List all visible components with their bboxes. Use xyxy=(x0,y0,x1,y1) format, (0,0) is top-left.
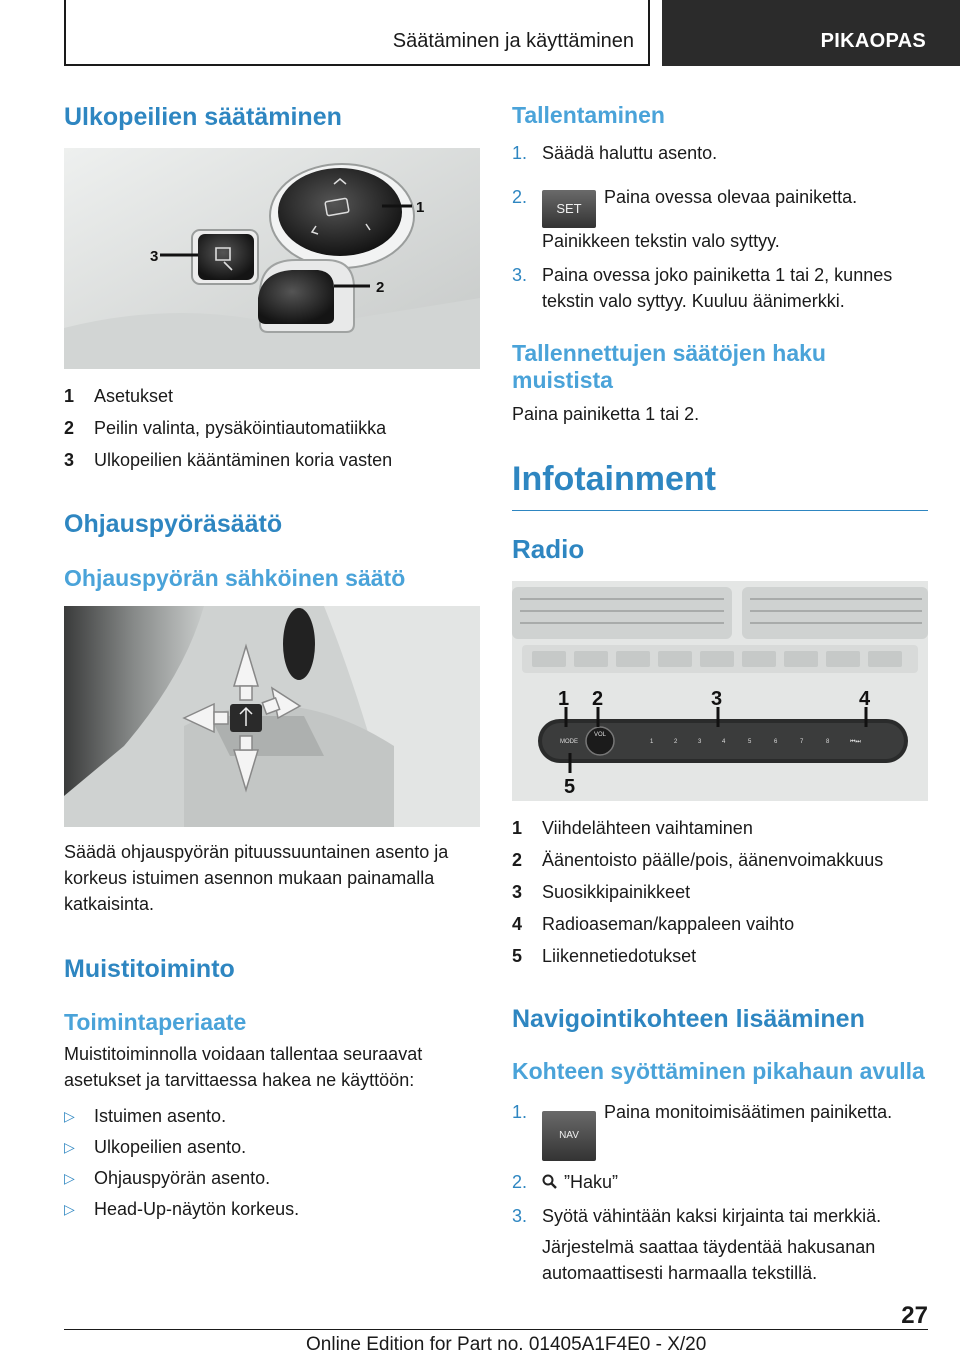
mirror-legend xyxy=(64,380,480,476)
list-item: ▷ Head-Up-näytön korkeus. xyxy=(64,1194,480,1225)
steering-description: Säädä ohjauspyörän pituussuuntainen asento ja korkeus istuimen asennon mukaan painamalla katkaisinta. xyxy=(64,842,449,915)
step-item: 1. NAVPaina monitoimisäätimen painiketta. xyxy=(512,1099,928,1161)
legend-item: 5 Liikennetiedotukset xyxy=(512,946,697,967)
header-tab xyxy=(662,0,960,66)
legend-item: 2 Peilin valinta, pysäköintiautomatiikka xyxy=(64,417,387,438)
radio-preset-label: 7 xyxy=(800,739,804,746)
legend-item: 3 Suosikkipainikkeet xyxy=(512,882,691,903)
bullet-triangle-icon: ▷ xyxy=(64,1138,75,1155)
bullet-triangle-icon: ▷ xyxy=(64,1107,75,1124)
legend-item: 1 Viihdelähteen vaihtaminen xyxy=(512,818,753,839)
memory-description: Muistitoiminnolla voidaan tallentaa seuraavat asetukset ja tarvittaessa hakea ne käyttöön: xyxy=(64,1043,423,1090)
mirror-callout-1: 1 xyxy=(416,198,425,216)
step-item: 3. Syötä vähintään kaksi kirjainta tai merkkiä. xyxy=(512,1206,882,1227)
set-button-image: SET xyxy=(542,190,596,228)
mirror-callout-3: 3 xyxy=(150,247,159,265)
radio-preset-label: 4 xyxy=(722,739,726,746)
search-icon xyxy=(542,1169,564,1195)
nav-subheading: Kohteen syöttäminen pikahaun avulla xyxy=(512,1057,925,1084)
infotainment-heading: Infotainment xyxy=(512,459,716,498)
mirror-controls-figure xyxy=(64,148,480,369)
radio-panel-illustration xyxy=(512,581,928,801)
legend-item: 3 Ulkopeilien kääntäminen koria vasten xyxy=(64,449,393,470)
radio-preset-label: 1 xyxy=(650,739,654,746)
legend-item: 2 Äänentoisto päälle/pois, äänenvoimakkuus xyxy=(512,850,884,871)
save-steps xyxy=(512,140,928,314)
mirror-callout-2: 2 xyxy=(376,278,385,296)
page-number: 27 xyxy=(901,1302,928,1329)
step-item: 2. SETPaina ovessa olevaa painiketta. Painikkeen tekstin valo syttyy. xyxy=(512,186,858,251)
nav-heading: Navigointikohteen lisääminen xyxy=(512,1005,865,1034)
radio-label-vol: VOL xyxy=(594,732,607,739)
radio-preset-label: 6 xyxy=(774,739,778,746)
recall-description: Paina painiketta 1 tai 2. xyxy=(512,403,700,424)
radio-skip-icon: ⏮⏭ xyxy=(850,739,861,746)
steering-heading: Ohjauspyöräsäätö xyxy=(64,509,283,538)
left-column xyxy=(64,100,480,1225)
footer-edition: Online Edition for Part no. 01405A1F4E0 - X/20 xyxy=(306,1334,707,1355)
radio-callout-4: 4 xyxy=(859,688,871,711)
radio-panel-figure xyxy=(512,581,928,801)
legend-item: 1 Asetukset xyxy=(64,385,174,406)
section-rule xyxy=(512,510,928,512)
radio-callout-3: 3 xyxy=(711,688,723,711)
save-heading: Tallentaminen xyxy=(512,102,665,128)
radio-callout-2: 2 xyxy=(592,688,604,711)
nav-steps xyxy=(512,1099,928,1229)
radio-preset-label: 5 xyxy=(748,739,752,746)
header-section-box xyxy=(64,0,650,66)
step-item: 2. ”Haku” xyxy=(512,1169,928,1195)
radio-preset-label: 3 xyxy=(698,739,702,746)
header-section-title: Säätäminen ja käyttäminen xyxy=(392,30,634,52)
list-item: ▷ Istuimen asento. xyxy=(64,1101,480,1132)
step-item: 3. Paina ovessa joko painiketta 1 tai 2, kunnes tekstin valo syttyy. Kuuluu äänimerkki. xyxy=(512,264,893,311)
list-item: ▷ Ohjauspyörän asento. xyxy=(64,1163,480,1194)
radio-callout-1: 1 xyxy=(558,688,570,711)
footer-rule xyxy=(64,1329,928,1330)
mirror-controls-illustration xyxy=(64,148,480,369)
memory-subheading: Toimintaperiaate xyxy=(64,1009,247,1036)
nav-button-image: NAV xyxy=(542,1111,596,1161)
radio-callout-5: 5 xyxy=(564,776,576,799)
radio-preset-label: 2 xyxy=(674,739,678,746)
header-tab-label: PIKAOPAS xyxy=(820,30,926,52)
list-item: ▷ Ulkopeilien asento. xyxy=(64,1132,480,1163)
legend-item: 4 Radioaseman/kappaleen vaihto xyxy=(512,914,795,935)
bullet-triangle-icon: ▷ xyxy=(64,1200,75,1217)
radio-heading: Radio xyxy=(512,534,585,565)
bullet-triangle-icon: ▷ xyxy=(64,1169,75,1186)
page-header xyxy=(64,0,960,66)
steering-switch-figure xyxy=(64,606,480,827)
memory-heading: Muistitoiminto xyxy=(64,955,235,984)
memory-bullets xyxy=(64,1101,480,1225)
mirror-heading: Ulkopeilien säätäminen xyxy=(64,103,342,131)
nav-note: Järjestelmä saattaa täydentää hakusanan automaattisesti harmaalla tekstillä. xyxy=(542,1237,876,1283)
step-item: 1. Säädä haluttu asento. xyxy=(512,142,718,163)
recall-heading: Tallennettujen säätöjen haku muistista xyxy=(512,339,826,394)
radio-label-mode: MODE xyxy=(560,739,578,746)
steering-subheading: Ohjauspyörän sähköinen säätö xyxy=(64,564,406,591)
right-column xyxy=(512,100,928,1286)
radio-legend xyxy=(512,812,928,972)
steering-switch-illustration xyxy=(64,606,480,827)
radio-preset-label: 8 xyxy=(826,739,830,746)
